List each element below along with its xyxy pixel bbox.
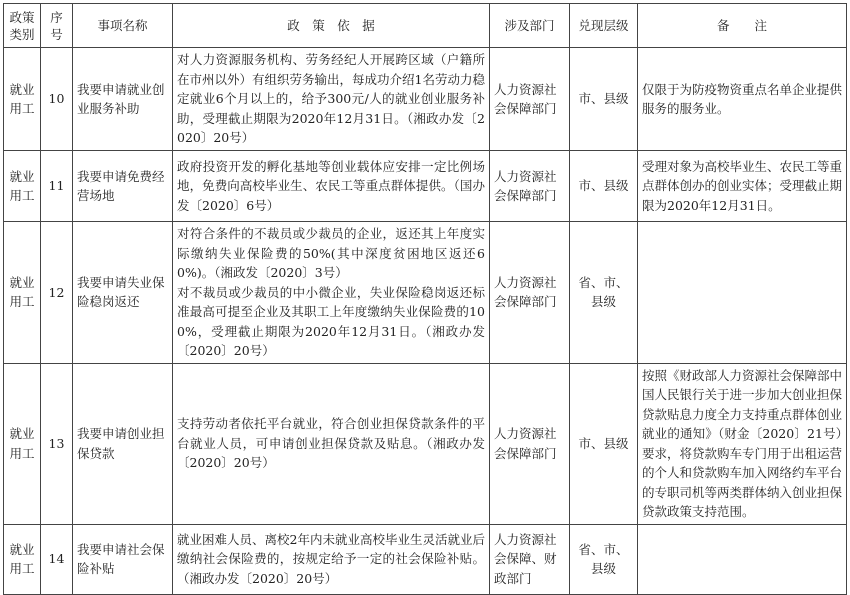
row-no: 12 [41,222,73,364]
row-no: 11 [41,151,73,222]
basis-paragraph: 支持劳动者依托平台就业，符合创业担保贷款条件的平台就业人员，可申请创业担保贷款及贴息。（湘政办发〔2020〕20号） [177,416,485,471]
row-basis [173,524,490,594]
row-remark [638,524,847,594]
row-dept: 人力资源社会保障部门 [490,222,570,364]
row-level: 省、市、县级 [570,222,638,364]
table-row [4,222,847,364]
table-row [4,151,847,222]
basis-paragraph: 对不裁员或少裁员的中小微企业，失业保险稳岗返还标准最高可提至企业及其职工上年度缴纳失业保险费的100%，受理截止期限为2020年12月31日。（湘政办发〔2020〕20号） [177,284,485,358]
row-category: 就业用工 [4,48,41,151]
header-dept: 涉及部门 [490,4,570,48]
header-category: 政策类别 [4,4,41,48]
policy-table [3,3,847,595]
row-category: 就业用工 [4,222,41,364]
row-basis [173,363,490,524]
row-no: 14 [41,524,73,594]
row-category: 就业用工 [4,151,41,222]
row-item: 我要申请创业担保贷款 [73,363,173,524]
row-dept: 人力资源社会保障部门 [490,48,570,151]
row-remark: 受理对象为高校毕业生、农民工等重点群体创办的创业实体；受理截止期限为2020年12月31日。 [638,151,847,222]
row-level: 市、县级 [570,363,638,524]
row-remark: 仅限于为防疫物资重点名单企业提供服务的服务业。 [638,48,847,151]
row-category: 就业用工 [4,524,41,594]
header-item: 事项名称 [73,4,173,48]
row-item: 我要申请就业创业服务补助 [73,48,173,151]
row-item: 我要申请失业保险稳岗返还 [73,222,173,364]
row-basis [173,222,490,364]
header-level: 兑现层级 [570,4,638,48]
basis-paragraph: 政府投资开发的孵化基地等创业载体应安排一定比例场地，免费向高校毕业生、农民工等重点群体提供。（国办发〔2020〕6号） [177,158,485,213]
header-remark: 备 注 [638,4,847,48]
table-row [4,363,847,524]
basis-paragraph: 对符合条件的不裁员或少裁员的企业，返还其上年度实际缴纳失业保险费的50%(其中深度贫困地区返还60%)。（湘政发〔2020〕3号） [177,226,485,280]
header-row [4,4,847,48]
row-level: 市、县级 [570,48,638,151]
row-basis [173,48,490,151]
row-category: 就业用工 [4,363,41,524]
row-item: 我要申请免费经营场地 [73,151,173,222]
row-no: 10 [41,48,73,151]
row-dept: 人力资源社会保障、财政部门 [490,524,570,594]
row-level: 省、市、县级 [570,524,638,594]
row-no: 13 [41,363,73,524]
row-remark: 按照《财政部人力资源社会保障部中国人民银行关于进一步加大创业担保贷款贴息力度全力支持重点群体创业就业的通知》（财金〔2020〕21号）要求，将贷款购车专门用于出租运营的个人和贷款购车加入网络约车平台的专职司机等两类群体纳入创业担保贷款政策支持范围。 [638,363,847,524]
row-item: 我要申请社会保险补贴 [73,524,173,594]
basis-paragraph: 对人力资源服务机构、劳务经纪人开展跨区域（户籍所在市州以外）有组织劳务输出，每成功介绍1名劳动力稳定就业6个月以上的，给予300元/人的就业创业服务补助，受理截止期限为2020年12月31日。（湘政办发〔2020〕20号） [177,52,485,146]
header-no: 序号 [41,4,73,48]
table-row [4,48,847,151]
row-remark [638,222,847,364]
header-basis: 政 策 依 据 [173,4,490,48]
row-dept: 人力资源社会保障部门 [490,151,570,222]
row-level: 市、县级 [570,151,638,222]
row-basis [173,151,490,222]
row-dept: 人力资源社会保障部门 [490,363,570,524]
basis-paragraph: 就业困难人员、离校2年内未就业高校毕业生灵活就业后缴纳社会保险费的，按规定给予一定的社会保险补贴。（湘政办发〔2020〕20号） [177,531,485,586]
table-row [4,524,847,594]
